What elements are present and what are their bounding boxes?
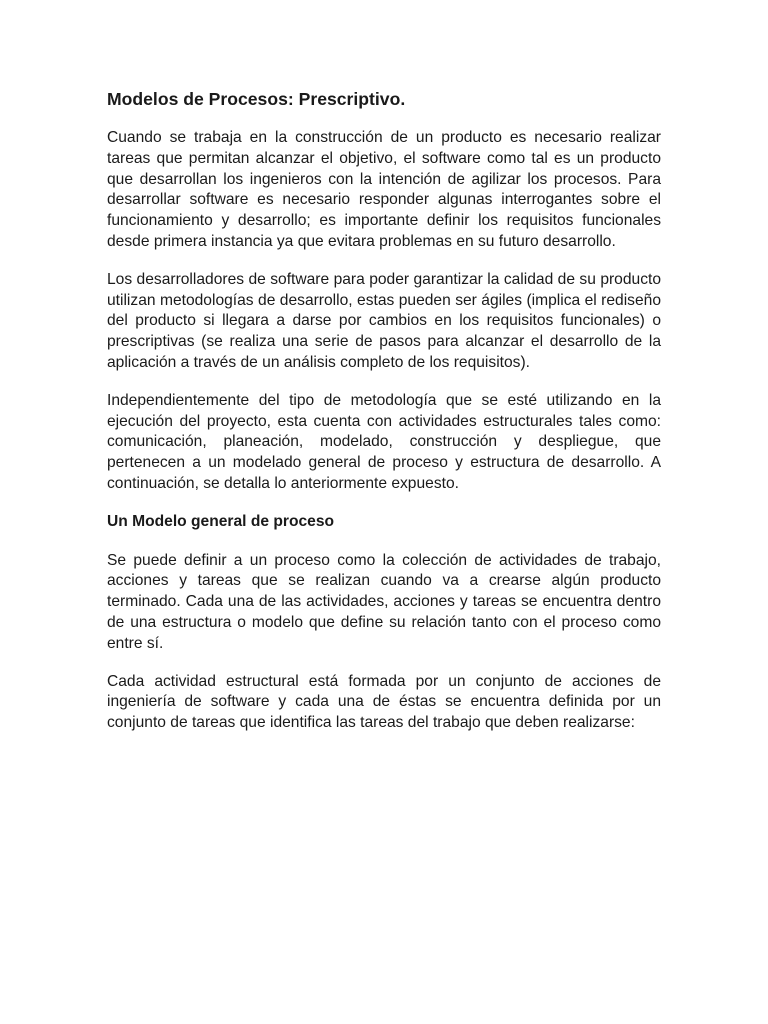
paragraph-desarrolladores: Los desarrolladores de software para poder garantizar la calidad de su producto utilizan metodologías de desarrollo, estas pueden ser ágiles (implica el rediseño del producto si llegara a darse por cambios en los requisitos funcionales) o prescriptivas (se realiza una serie de pasos para alcanzar el desarrollo de la aplicación a través de un análisis completo de los requisitos).: [107, 270, 661, 371]
paragraph-actividad-estructural: Cada actividad estructural está formada por un conjunto de acciones de ingeniería de software y cada una de éstas se encuentra definida por un conjunto de tareas que identifica las tareas del trabajo que deben realizarse:: [107, 672, 661, 732]
document-title: Modelos de Procesos: Prescriptivo.: [107, 89, 406, 109]
paragraph-independientemente: Independientemente del tipo de metodología que se esté utilizando en la ejecución del proyecto, esta cuenta con actividades estructurales tales como: comunicación, planeación, modelado, construcción y despliegue, que pertenecen a un modelado general de proceso y estructura de desarrollo. A continuación, se detalla lo anteriormente expuesto.: [107, 391, 661, 492]
document-page: [107, 88, 661, 751]
paragraph-definicion-proceso: Se puede definir a un proceso como la colección de actividades de trabajo, acciones y tareas que se realizan cuando va a crearse algún producto terminado. Cada una de las actividades, acciones y tareas se encuentra dentro de una estructura o modelo que define su relación tanto con el proceso como entre sí.: [107, 551, 661, 652]
section-heading: Un Modelo general de proceso: [107, 512, 335, 530]
paragraph-construccion: Cuando se trabaja en la construcción de un producto es necesario realizar tareas que permitan alcanzar el objetivo, el software como tal es un producto que desarrollan los ingenieros con la intención de agilizar los procesos. Para desarrollar software es necesario responder algunas interrogantes sobre el funcionamiento y desarrollo; es importante definir los requisitos funcionales desde primera instancia ya que evitara problemas en su futuro desarrollo.: [107, 129, 661, 250]
